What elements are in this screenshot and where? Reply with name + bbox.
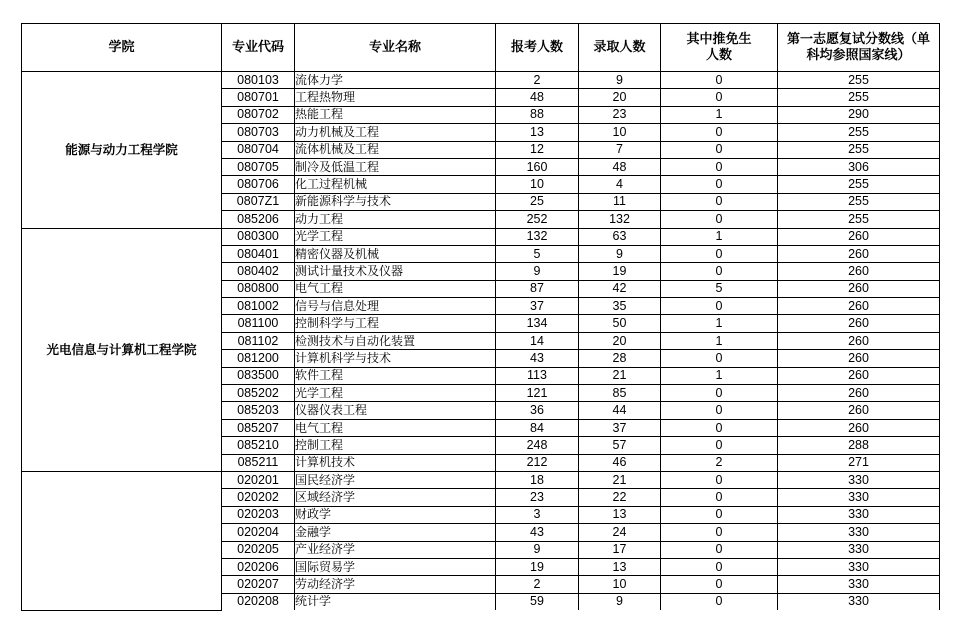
recommended-cell: 0 (661, 263, 778, 280)
header-code: 专业代码 (222, 24, 295, 72)
name-cell: 劳动经济学 (295, 576, 496, 593)
admitted-cell: 11 (579, 193, 661, 210)
name-cell: 区域经济学 (295, 489, 496, 506)
admitted-cell: 21 (579, 471, 661, 488)
code-cell: 020203 (222, 506, 295, 523)
recommended-cell: 0 (661, 471, 778, 488)
applicants-cell: 9 (496, 541, 579, 558)
score-cell: 330 (778, 506, 940, 523)
score-cell: 330 (778, 471, 940, 488)
applicants-cell: 3 (496, 506, 579, 523)
code-cell: 081102 (222, 332, 295, 349)
name-cell: 热能工程 (295, 106, 496, 123)
recommended-cell: 2 (661, 454, 778, 471)
code-cell: 080701 (222, 89, 295, 106)
code-cell: 080103 (222, 72, 295, 89)
recommended-cell: 0 (661, 419, 778, 436)
name-cell: 财政学 (295, 506, 496, 523)
applicants-cell: 212 (496, 454, 579, 471)
score-cell: 260 (778, 298, 940, 315)
recommended-cell: 0 (661, 124, 778, 141)
name-cell: 光学工程 (295, 228, 496, 245)
name-cell: 计算机科学与技术 (295, 350, 496, 367)
name-cell: 控制工程 (295, 437, 496, 454)
recommended-cell: 1 (661, 228, 778, 245)
recommended-cell: 1 (661, 315, 778, 332)
header-recommended: 其中推免生人数 (661, 24, 778, 72)
applicants-cell: 59 (496, 593, 579, 610)
admitted-cell: 20 (579, 89, 661, 106)
code-cell: 080703 (222, 124, 295, 141)
code-cell: 020201 (222, 471, 295, 488)
admitted-cell: 46 (579, 454, 661, 471)
admitted-cell: 24 (579, 524, 661, 541)
score-cell: 255 (778, 211, 940, 228)
score-cell: 260 (778, 280, 940, 297)
name-cell: 电气工程 (295, 419, 496, 436)
code-cell: 020208 (222, 593, 295, 610)
admitted-cell: 21 (579, 367, 661, 384)
applicants-cell: 23 (496, 489, 579, 506)
admitted-cell: 4 (579, 176, 661, 193)
applicants-cell: 10 (496, 176, 579, 193)
admitted-cell: 28 (579, 350, 661, 367)
score-cell: 260 (778, 263, 940, 280)
header-applicants: 报考人数 (496, 24, 579, 72)
score-cell: 255 (778, 124, 940, 141)
score-cell: 288 (778, 437, 940, 454)
recommended-cell: 0 (661, 176, 778, 193)
applicants-cell: 2 (496, 576, 579, 593)
recommended-cell: 1 (661, 106, 778, 123)
header-name: 专业名称 (295, 24, 496, 72)
name-cell: 动力工程 (295, 211, 496, 228)
applicants-cell: 5 (496, 245, 579, 262)
admitted-cell: 20 (579, 332, 661, 349)
admitted-cell: 50 (579, 315, 661, 332)
name-cell: 控制科学与工程 (295, 315, 496, 332)
code-cell: 020202 (222, 489, 295, 506)
admitted-cell: 17 (579, 541, 661, 558)
name-cell: 动力机械及工程 (295, 124, 496, 141)
score-cell: 260 (778, 385, 940, 402)
admitted-cell: 7 (579, 141, 661, 158)
applicants-cell: 113 (496, 367, 579, 384)
admitted-cell: 37 (579, 419, 661, 436)
score-cell: 330 (778, 593, 940, 610)
admitted-cell: 22 (579, 489, 661, 506)
score-cell: 330 (778, 524, 940, 541)
admitted-cell: 44 (579, 402, 661, 419)
recommended-cell: 1 (661, 332, 778, 349)
admitted-cell: 85 (579, 385, 661, 402)
applicants-cell: 252 (496, 211, 579, 228)
name-cell: 检测技术与自动化装置 (295, 332, 496, 349)
score-cell: 260 (778, 419, 940, 436)
admitted-cell: 63 (579, 228, 661, 245)
code-cell: 081200 (222, 350, 295, 367)
score-cell: 260 (778, 332, 940, 349)
recommended-cell: 0 (661, 593, 778, 610)
score-cell: 330 (778, 558, 940, 575)
name-cell: 测试计量技术及仪器 (295, 263, 496, 280)
score-cell: 330 (778, 576, 940, 593)
score-cell: 255 (778, 89, 940, 106)
code-cell: 020205 (222, 541, 295, 558)
applicants-cell: 48 (496, 89, 579, 106)
code-cell: 081100 (222, 315, 295, 332)
code-cell: 080402 (222, 263, 295, 280)
code-cell: 080705 (222, 158, 295, 175)
score-cell: 330 (778, 541, 940, 558)
applicants-cell: 18 (496, 471, 579, 488)
applicants-cell: 43 (496, 350, 579, 367)
name-cell: 计算机技术 (295, 454, 496, 471)
name-cell: 制冷及低温工程 (295, 158, 496, 175)
applicants-cell: 43 (496, 524, 579, 541)
code-cell: 020206 (222, 558, 295, 575)
applicants-cell: 37 (496, 298, 579, 315)
score-cell: 260 (778, 367, 940, 384)
admitted-cell: 48 (579, 158, 661, 175)
admitted-cell: 10 (579, 124, 661, 141)
code-cell: 083500 (222, 367, 295, 384)
name-cell: 新能源科学与技术 (295, 193, 496, 210)
applicants-cell: 25 (496, 193, 579, 210)
header-college: 学院 (22, 24, 222, 72)
score-cell: 260 (778, 228, 940, 245)
applicants-cell: 160 (496, 158, 579, 175)
name-cell: 国民经济学 (295, 471, 496, 488)
score-cell: 271 (778, 454, 940, 471)
name-cell: 电气工程 (295, 280, 496, 297)
code-cell: 085210 (222, 437, 295, 454)
code-cell: 080800 (222, 280, 295, 297)
admitted-cell: 35 (579, 298, 661, 315)
recommended-cell: 0 (661, 402, 778, 419)
name-cell: 仪器仪表工程 (295, 402, 496, 419)
score-cell: 255 (778, 141, 940, 158)
recommended-cell: 0 (661, 576, 778, 593)
code-cell: 020204 (222, 524, 295, 541)
recommended-cell: 0 (661, 489, 778, 506)
recommended-cell: 1 (661, 367, 778, 384)
name-cell: 化工过程机械 (295, 176, 496, 193)
admitted-cell: 13 (579, 506, 661, 523)
name-cell: 精密仪器及机械 (295, 245, 496, 262)
applicants-cell: 87 (496, 280, 579, 297)
applicants-cell: 13 (496, 124, 579, 141)
applicants-cell: 36 (496, 402, 579, 419)
recommended-cell: 0 (661, 437, 778, 454)
name-cell: 流体机械及工程 (295, 141, 496, 158)
applicants-cell: 88 (496, 106, 579, 123)
recommended-cell: 0 (661, 158, 778, 175)
recommended-cell: 0 (661, 298, 778, 315)
score-cell: 260 (778, 350, 940, 367)
score-cell: 255 (778, 176, 940, 193)
admitted-cell: 23 (579, 106, 661, 123)
admission-table (21, 23, 940, 611)
admitted-cell: 132 (579, 211, 661, 228)
name-cell: 金融学 (295, 524, 496, 541)
header-admitted: 录取人数 (579, 24, 661, 72)
code-cell: 085211 (222, 454, 295, 471)
code-cell: 020207 (222, 576, 295, 593)
college-cell: 光电信息与计算机工程学院 (22, 228, 222, 471)
recommended-cell: 0 (661, 558, 778, 575)
admitted-cell: 10 (579, 576, 661, 593)
code-cell: 085207 (222, 419, 295, 436)
recommended-cell: 0 (661, 141, 778, 158)
score-cell: 255 (778, 72, 940, 89)
applicants-cell: 134 (496, 315, 579, 332)
code-cell: 081002 (222, 298, 295, 315)
name-cell: 工程热物理 (295, 89, 496, 106)
table-row (22, 72, 940, 89)
name-cell: 流体力学 (295, 72, 496, 89)
score-cell: 260 (778, 315, 940, 332)
code-cell: 085206 (222, 211, 295, 228)
recommended-cell: 0 (661, 524, 778, 541)
college-cell: 能源与动力工程学院 (22, 72, 222, 229)
name-cell: 光学工程 (295, 385, 496, 402)
recommended-cell: 0 (661, 193, 778, 210)
score-cell: 290 (778, 106, 940, 123)
recommended-cell: 0 (661, 211, 778, 228)
score-cell: 260 (778, 402, 940, 419)
applicants-cell: 132 (496, 228, 579, 245)
recommended-cell: 0 (661, 350, 778, 367)
code-cell: 085202 (222, 385, 295, 402)
admitted-cell: 9 (579, 593, 661, 610)
code-cell: 0807Z1 (222, 193, 295, 210)
admitted-cell: 57 (579, 437, 661, 454)
name-cell: 信号与信息处理 (295, 298, 496, 315)
score-cell: 330 (778, 489, 940, 506)
table-row (22, 471, 940, 488)
score-cell: 306 (778, 158, 940, 175)
recommended-cell: 0 (661, 541, 778, 558)
admitted-cell: 13 (579, 558, 661, 575)
recommended-cell: 5 (661, 280, 778, 297)
applicants-cell: 19 (496, 558, 579, 575)
code-cell: 080704 (222, 141, 295, 158)
admitted-cell: 9 (579, 72, 661, 89)
applicants-cell: 248 (496, 437, 579, 454)
admitted-cell: 9 (579, 245, 661, 262)
recommended-cell: 0 (661, 72, 778, 89)
code-cell: 080702 (222, 106, 295, 123)
name-cell: 统计学 (295, 593, 496, 610)
recommended-cell: 0 (661, 89, 778, 106)
applicants-cell: 121 (496, 385, 579, 402)
applicants-cell: 14 (496, 332, 579, 349)
applicants-cell: 12 (496, 141, 579, 158)
recommended-cell: 0 (661, 506, 778, 523)
recommended-cell: 0 (661, 245, 778, 262)
score-cell: 255 (778, 193, 940, 210)
admitted-cell: 42 (579, 280, 661, 297)
header-row (22, 24, 940, 72)
applicants-cell: 84 (496, 419, 579, 436)
code-cell: 080401 (222, 245, 295, 262)
code-cell: 080706 (222, 176, 295, 193)
name-cell: 软件工程 (295, 367, 496, 384)
header-score: 第一志愿复试分数线（单科均参照国家线） (778, 24, 940, 72)
table-row (22, 228, 940, 245)
college-cell (22, 471, 222, 610)
applicants-cell: 9 (496, 263, 579, 280)
applicants-cell: 2 (496, 72, 579, 89)
name-cell: 产业经济学 (295, 541, 496, 558)
table-body (22, 72, 940, 611)
score-cell: 260 (778, 245, 940, 262)
recommended-cell: 0 (661, 385, 778, 402)
name-cell: 国际贸易学 (295, 558, 496, 575)
code-cell: 080300 (222, 228, 295, 245)
admitted-cell: 19 (579, 263, 661, 280)
code-cell: 085203 (222, 402, 295, 419)
